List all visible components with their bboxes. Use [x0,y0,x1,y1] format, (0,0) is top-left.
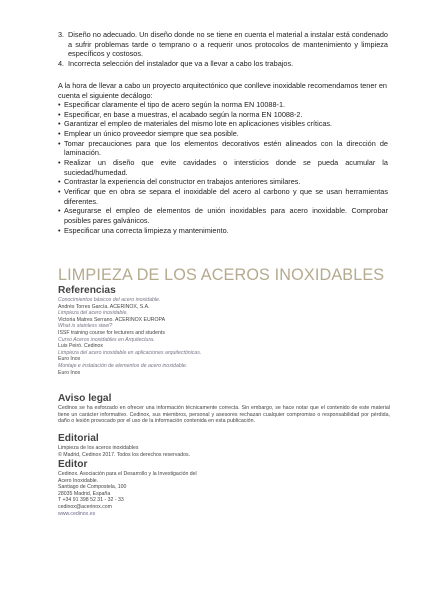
editor-line: 28035 Madrid, España [58,490,111,497]
numbered-item [58,30,388,59]
editor-section [58,459,197,517]
editorial-line: © Madrid, Cedinox 2017. Todos los derechos reservados. [58,451,191,458]
bullet-item: • Verificar que en obra se separa el inoxidable del acero al carbono y que se usan herramientas diferentes. [58,187,388,206]
reference-author: Luis Peiró. Cedinox [58,343,103,350]
bullet-item: • Asegurarse el empleo de elementos de unión inoxidables para acero inoxidable. Comprobar posibles pares galvánicos. [58,206,388,225]
reference-title: Curso Aceros inoxidables en Arquitectura. [58,336,155,343]
item-text: Incorrecta selección del instalador que va a llevar a cabo los trabajos. [68,58,294,68]
intro-paragraph: A la hora de llevar a cabo un proyecto arquitectónico que conlleve inoxidable recomendamos tener en cuenta el siguiente decálogo: [58,81,387,100]
bullet-item: • Emplear un único proveedor siempre que sea posible. [58,129,388,139]
editor-line: T +34 91 398 52 31 - 32 - 33 [58,497,124,504]
reference-title: Conocimientos básicos del acero inoxidable. [58,297,161,303]
reference-author: Andrés Torres García. ACERINOX, S.A. [58,303,150,310]
section-title: LIMPIEZA DE LOS ACEROS INOXIDABLES [58,266,385,284]
editorial-line: Limpieza de los aceros inoxidables [58,445,139,451]
editor-line: Cedinox. Asociación para el Desarrollo y la Investigación del [58,471,197,477]
editor-website-link[interactable]: www.cedinox.es [58,510,96,517]
legal-heading: Aviso legal [58,393,112,404]
numbered-item [58,59,388,69]
reference-author: Euro Inox [58,356,81,363]
item-number: 4. [58,58,65,68]
editor-line: Santiago de Compostela, 100 [58,484,127,491]
reference-title: Limpieza del acero inoxidable. [58,310,128,317]
legal-section [58,393,390,425]
references-section [58,285,201,376]
reference-author: Euro Inox [58,369,81,376]
bullet-item: • Garantizar el empleo de materiales del mismo lote en aplicaciones visibles críticas. [58,119,388,129]
reference-author: Victoria Matres Serrano. ACERINOX EUROPA [58,316,166,323]
editor-heading: Editor [58,459,88,470]
editor-email: cedinox@acerinox.com [58,503,112,510]
legal-text: Cedinox se ha esforzado en ofrecer una información técnicamente correcta. Sin embargo, se hace notar que el contenido de este material tiene un carácter informativo. Cedinox, sus miembros, personal y asesores rechazan cualquier compromiso o responsabilidad por pérdida, daño o lesión provocado por el uso de la información contenida en esta publicación. [58,405,390,424]
decalogue-list [58,100,388,235]
editor-line: Acero Inoxidable. [58,477,99,484]
bullet-item: • Especificar una correcta limpieza y mantenimiento. [58,226,388,236]
references-heading: Referencias [58,285,116,296]
editorial-heading: Editorial [58,433,99,444]
item-text: Diseño no adecuado. Un diseño donde no se tiene en cuenta el material a instalar está condenado a sufrir problemas tarde o temprano o a requerir unos protocolos de mantenimiento y limpieza específicos y costosos. [68,30,388,59]
reference-author: ISSF training course for lecturers and students [58,329,165,336]
bullet-item: • Especificar claramente el tipo de acero según la norma EN 10088-1. [58,100,388,110]
bullet-item: • Especificar, en base a muestras, el acabado según la norma EN 10088-2. [58,110,388,120]
reference-title: What is stainless steel? [58,323,113,330]
bullet-item: • Tomar precauciones para que los elementos decorativos estén alineados con la dirección de laminación. [58,139,388,158]
reference-title: Montaje e instalación de elementos de acero inoxidable. [58,362,188,369]
reference-title: Limpieza del acero inoxidable en aplicaciones arquitectónicas. [58,349,202,356]
editorial-section [58,433,190,458]
bullet-item: • Realizar un diseño que evite cavidades o intersticios donde se pueda acumular la suciedad/humedad. [58,158,388,177]
numbered-list [58,30,388,68]
item-number: 3. [58,30,65,39]
bullet-item: • Contrastar la experiencia del constructor en trabajos anteriores similares. [58,177,388,187]
